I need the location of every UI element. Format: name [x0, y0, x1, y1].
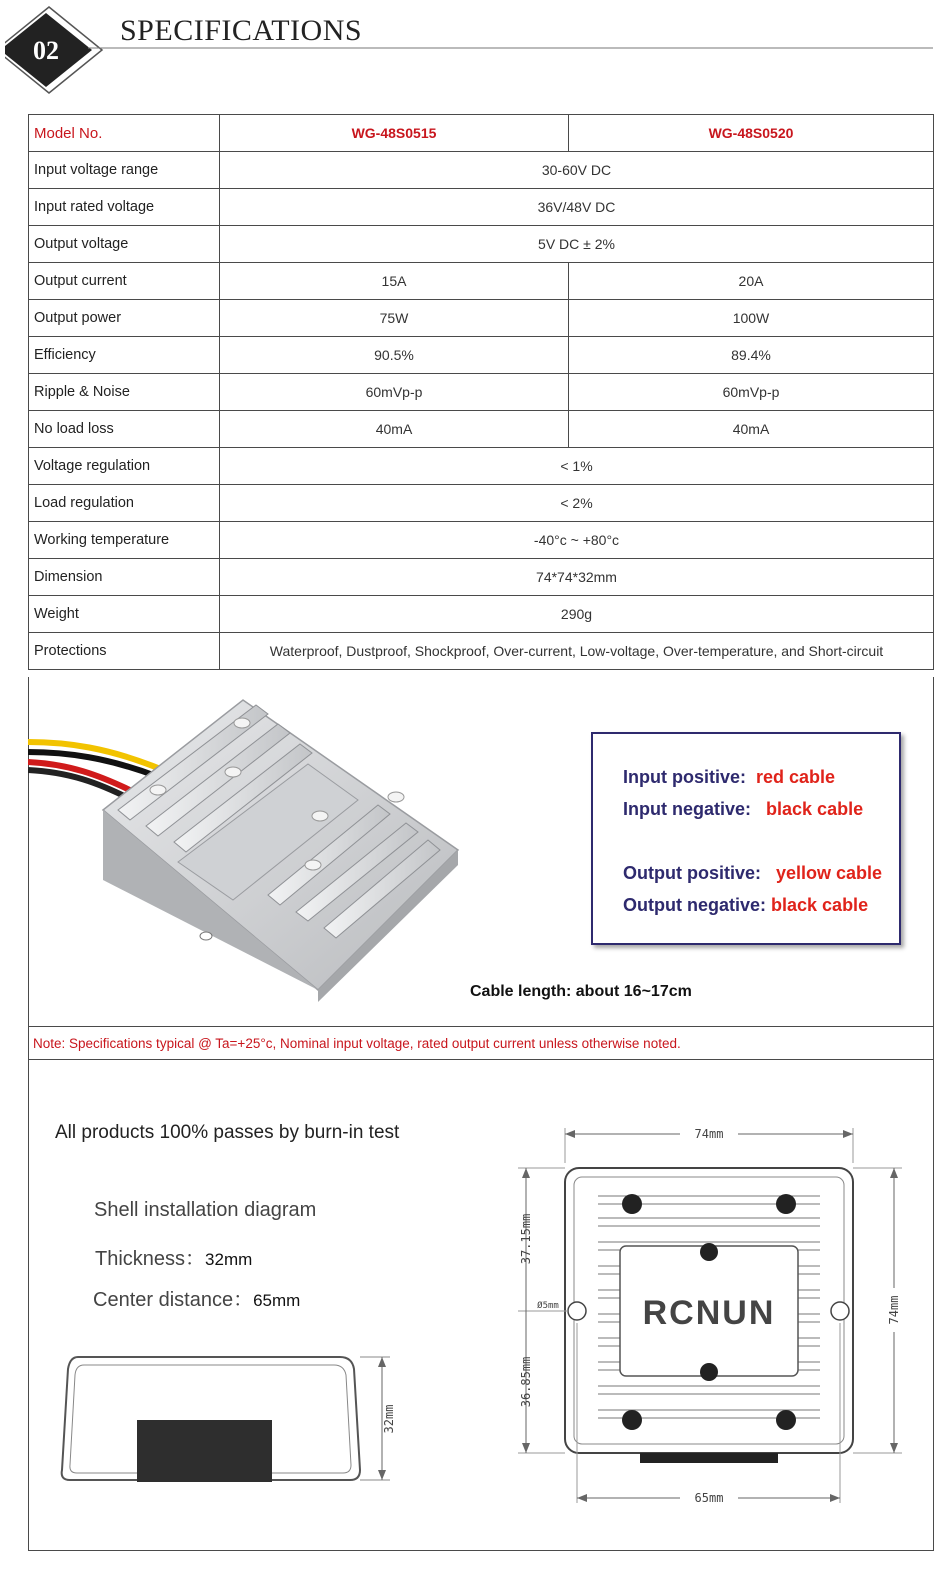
right-height-label: 74mm — [887, 1295, 901, 1325]
output-positive-value: yellow cable — [776, 863, 883, 883]
top-width-label: 74mm — [694, 1127, 724, 1141]
section-number: 02 — [33, 36, 59, 65]
table-row — [29, 448, 934, 485]
input-negative-line — [623, 799, 863, 820]
model-label: Model No. — [29, 115, 220, 152]
row-value-a: 15A — [220, 263, 569, 300]
row-value: 30-60V DC — [220, 152, 934, 189]
row-label: Weight — [29, 596, 220, 633]
row-value: -40°c ~ +80°c — [220, 522, 934, 559]
input-positive-line — [623, 767, 835, 788]
lower-distance-label: 36.85mm — [519, 1356, 533, 1408]
table-row — [29, 374, 934, 411]
table-row — [29, 226, 934, 263]
row-label: Ripple & Noise — [29, 374, 220, 411]
header-rule — [0, 0, 950, 100]
center-distance-line — [93, 1283, 300, 1312]
row-value-b: 40mA — [569, 411, 934, 448]
row-value-a: 40mA — [220, 411, 569, 448]
thickness-line — [95, 1242, 252, 1271]
input-negative-label: Input negative: — [623, 799, 752, 819]
section-header — [0, 0, 950, 100]
model-a: WG-48S0515 — [220, 115, 569, 152]
shell-diagram-title: Shell installation diagram — [94, 1199, 317, 1221]
row-label: No load loss — [29, 411, 220, 448]
table-row — [29, 633, 934, 670]
cable-length: Cable length: about 16~17cm — [470, 983, 692, 1000]
table-row — [29, 300, 934, 337]
thickness-label: Thickness： — [95, 1248, 206, 1270]
row-value-b: 20A — [569, 263, 934, 300]
row-label: Efficiency — [29, 337, 220, 374]
top-view-drawing — [510, 1118, 910, 1518]
bottom-distance-label: 65mm — [694, 1491, 724, 1505]
hole-diameter-label: Ø5mm — [537, 1301, 559, 1311]
section-title: SPECIFICATIONS — [120, 14, 363, 47]
output-positive-line — [623, 863, 882, 884]
row-value: 36V/48V DC — [220, 189, 934, 226]
center-distance-label: Center distance： — [93, 1289, 254, 1311]
row-value: < 2% — [220, 485, 934, 522]
row-label: Voltage regulation — [29, 448, 220, 485]
side-view-drawing — [60, 1345, 410, 1495]
row-value: 290g — [220, 596, 934, 633]
input-positive-label: Input positive: — [623, 767, 746, 787]
row-label: Dimension — [29, 559, 220, 596]
table-row — [29, 189, 934, 226]
side-height-label: 32mm — [382, 1404, 396, 1434]
table-row — [29, 411, 934, 448]
burn-in-text: All products 100% passes by burn-in test — [55, 1122, 400, 1143]
row-value-b: 89.4% — [569, 337, 934, 374]
row-value-a: 90.5% — [220, 337, 569, 374]
table-row — [29, 559, 934, 596]
output-positive-label: Output positive: — [623, 863, 761, 883]
thickness-value: 32mm — [205, 1250, 253, 1269]
row-label: Output current — [29, 263, 220, 300]
row-value: 74*74*32mm — [220, 559, 934, 596]
brand-logo: RCNUN — [642, 1294, 776, 1332]
cable-legend-box — [591, 732, 901, 945]
upper-distance-label: 37.15mm — [519, 1213, 533, 1265]
row-value-b: 60mVp-p — [569, 374, 934, 411]
converter-product-image — [28, 690, 478, 1010]
table-row — [29, 152, 934, 189]
row-label: Load regulation — [29, 485, 220, 522]
model-b: WG-48S0520 — [569, 115, 934, 152]
input-positive-value: red cable — [756, 767, 836, 787]
row-value: 5V DC ± 2% — [220, 226, 934, 263]
spec-note: Note: Specifications typical @ Ta=+25°c, Nominal input voltage, rated output current unless otherwise noted. — [28, 1026, 934, 1060]
row-value-a: 75W — [220, 300, 569, 337]
table-row — [29, 337, 934, 374]
center-distance-value: 65mm — [253, 1291, 301, 1310]
output-negative-label: Output negative: — [623, 895, 766, 915]
table-row-model — [29, 115, 934, 152]
row-label: Output power — [29, 300, 220, 337]
table-row — [29, 522, 934, 559]
input-negative-value: black cable — [766, 799, 864, 819]
row-value: Waterproof, Dustproof, Shockproof, Over-current, Low-voltage, Over-temperature, and Short-circuit — [220, 633, 934, 670]
row-value-a: 60mVp-p — [220, 374, 569, 411]
output-negative-value: black cable — [771, 895, 869, 915]
row-value-b: 100W — [569, 300, 934, 337]
table-row — [29, 263, 934, 300]
row-label: Input rated voltage — [29, 189, 220, 226]
table-row — [29, 485, 934, 522]
output-negative-line — [623, 895, 868, 916]
spec-table — [28, 114, 934, 670]
row-label: Input voltage range — [29, 152, 220, 189]
row-value: < 1% — [220, 448, 934, 485]
table-row — [29, 596, 934, 633]
row-label: Working temperature — [29, 522, 220, 559]
row-label: Output voltage — [29, 226, 220, 263]
row-label: Protections — [29, 633, 220, 670]
